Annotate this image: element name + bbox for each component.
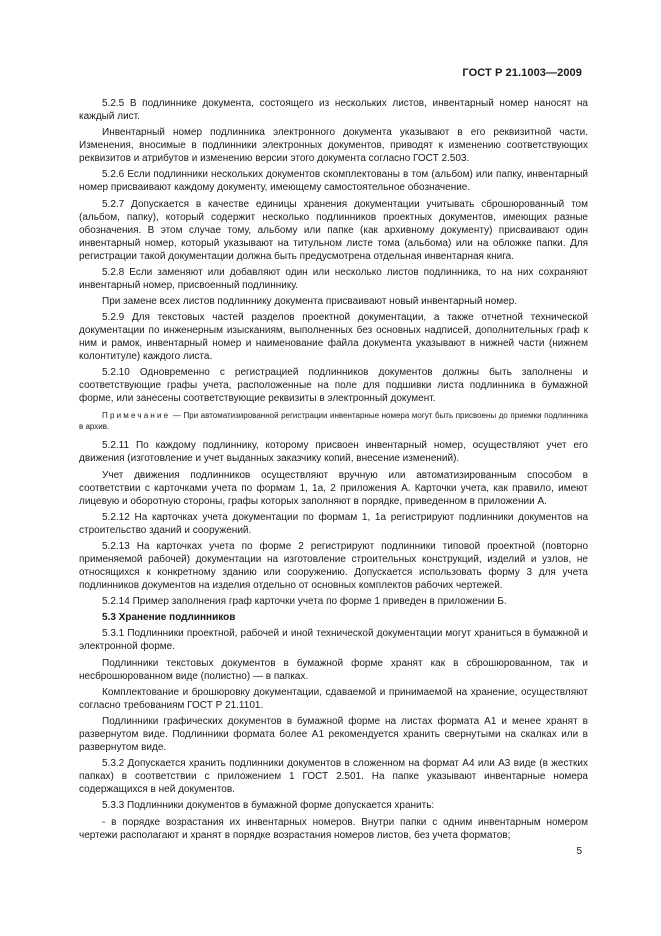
paragraph-5-2-14: 5.2.14 Пример заполнения граф карточки учета по форме 1 приведен в приложении Б. [102, 596, 507, 608]
note [79, 410, 588, 432]
paragraph: Инвентарный номер подлинника электронного документа указывают в его реквизитной части. Изменения, вносимые в подлинники электронных документов, приводят к изменению соответствующих реквизитов и атрибутов и изменению версии этого документа согласно ГОСТ 2.503. [79, 127, 588, 165]
list-item: - в порядке возрастания их инвентарных номеров. Внутри папки с одним инвентарным номером чертежи располагают и хранят в порядке возрастания номеров листов, без учета форматов; [79, 816, 588, 841]
paragraph-5-2-12: 5.2.12 На карточках учета документации по формам 1, 1а регистрируют подлинники документов на строительство зданий и сооружений. [79, 511, 588, 536]
paragraph-5-3-2: 5.3.2 Допускается хранить подлинники документов в сложенном на формат А4 или А3 виде (в жестких папках) в соответствии с приложением 1 ГОСТ 2.501. На папке указывают инвентарные номера содержащихся в ней документов. [79, 758, 588, 796]
section-heading: 5.3 Хранение подлинников [102, 612, 236, 624]
paragraph: Учет движения подлинников осуществляют вручную или автоматизированным способом в соответствии с карточками учета по формам 1, 1а, 2 приложения А. Карточки учета, как правило, имеют лицевую и оборотную стороны, графы которых заполняют в порядке, приведенном в приложении А. [79, 469, 588, 507]
paragraph: Комплектование и брошюровку документации, сдаваемой и принимаемой на хранение, осуществляют согласно требованиям ГОСТ Р 21.1101. [79, 686, 588, 711]
note-text: — При автоматизированной регистрации инвентарные номера могут быть присвоены до приемки подлинника в архив. [79, 411, 588, 432]
paragraph-5-2-8: 5.2.8 Если заменяют или добавляют один или несколько листов подлинника, то на них сохраняют инвентарный номер, присвоенный подлиннику. [79, 266, 588, 291]
paragraph: Подлинники текстовых документов в бумажной форме хранят как в сброшюрованном, так и несброшюрованном виде (полистно) — в папках. [79, 657, 588, 682]
paragraph-5-3-3: 5.3.3 Подлинники документов в бумажной форме допускается хранить: [102, 800, 435, 812]
paragraph: При замене всех листов подлиннику документа присваивают новый инвентарный номер. [102, 295, 518, 307]
note-label: Примечание [102, 411, 171, 421]
paragraph-5-2-13: 5.2.13 На карточках учета по форме 2 регистрируют подлинники типовой проектной (повторно применяемой рабочей) документации на изготовление строительных конструкций, изделий и узлов, не относящихся к конкретному зданию или сооружению. Допускается использовать форму 3 для учета подлинников документов на изделия отдельно от основных комплектов рабочих чертежей. [79, 540, 588, 591]
page-number: 5 [576, 846, 582, 857]
document-body [79, 97, 588, 845]
paragraph-5-3-1: 5.3.1 Подлинники проектной, рабочей и иной технической документации могут храниться в бумажной и электронной форме. [79, 628, 588, 653]
paragraph: Подлинники графических документов в бумажной форме на листах формата А1 и менее хранят в развернутом виде. Подлинники формата более А1 рекомендуется хранить свернутыми на скалках или в развернутом виде. [79, 716, 588, 753]
paragraph-5-2-10: 5.2.10 Одновременно с регистрацией подлинников документов должны быть заполнены и соответствующие графы учета, расположенные на поле для подшивки листа подлинника в бумажной форме, или занесены соответствующие реквизиты в электронный документ. [79, 367, 588, 405]
paragraph-5-2-9: 5.2.9 Для текстовых частей разделов проектной документации, а также отчетной технической документации по инженерным изысканиям, выполненных без основных надписей, дополнительных граф к ним и рамок, инвентарный номер и наименование файла документа указывают в нижней части (нижнем колонтитуле) каждого листа. [79, 312, 588, 363]
paragraph-5-2-6: 5.2.6 Если подлинники нескольких документов скомплектованы в том (альбом) или папку, инвентарный номер присваивают каждому документу, имеющему самостоятельное обозначение. [79, 169, 588, 194]
document-header: ГОСТ Р 21.1003—2009 [462, 67, 582, 79]
paragraph-5-2-7: 5.2.7 Допускается в качестве единицы хранения документации учитывать сброшюрованный том (альбом, папку), который содержит несколько подлинников проектных документов, имеющих разные обозначения. В этом случае тому, альбому или папке (как архивному документу) присваивают один инвентарный номер, который указывают на титульном листе тома (альбома) или на обложке папки. Для регистрации такой документации должна быть предусмотрена отдельная инвентарная книга. [79, 198, 588, 262]
paragraph-5-2-11: 5.2.11 По каждому подлиннику, которому присвоен инвентарный номер, осуществляют учет его движения (изготовление и учет выданных заказчику копий, внесение изменений). [79, 440, 588, 465]
paragraph-5-2-5: 5.2.5 В подлиннике документа, состоящего из нескольких листов, инвентарный номер наносят на каждый лист. [79, 98, 588, 122]
